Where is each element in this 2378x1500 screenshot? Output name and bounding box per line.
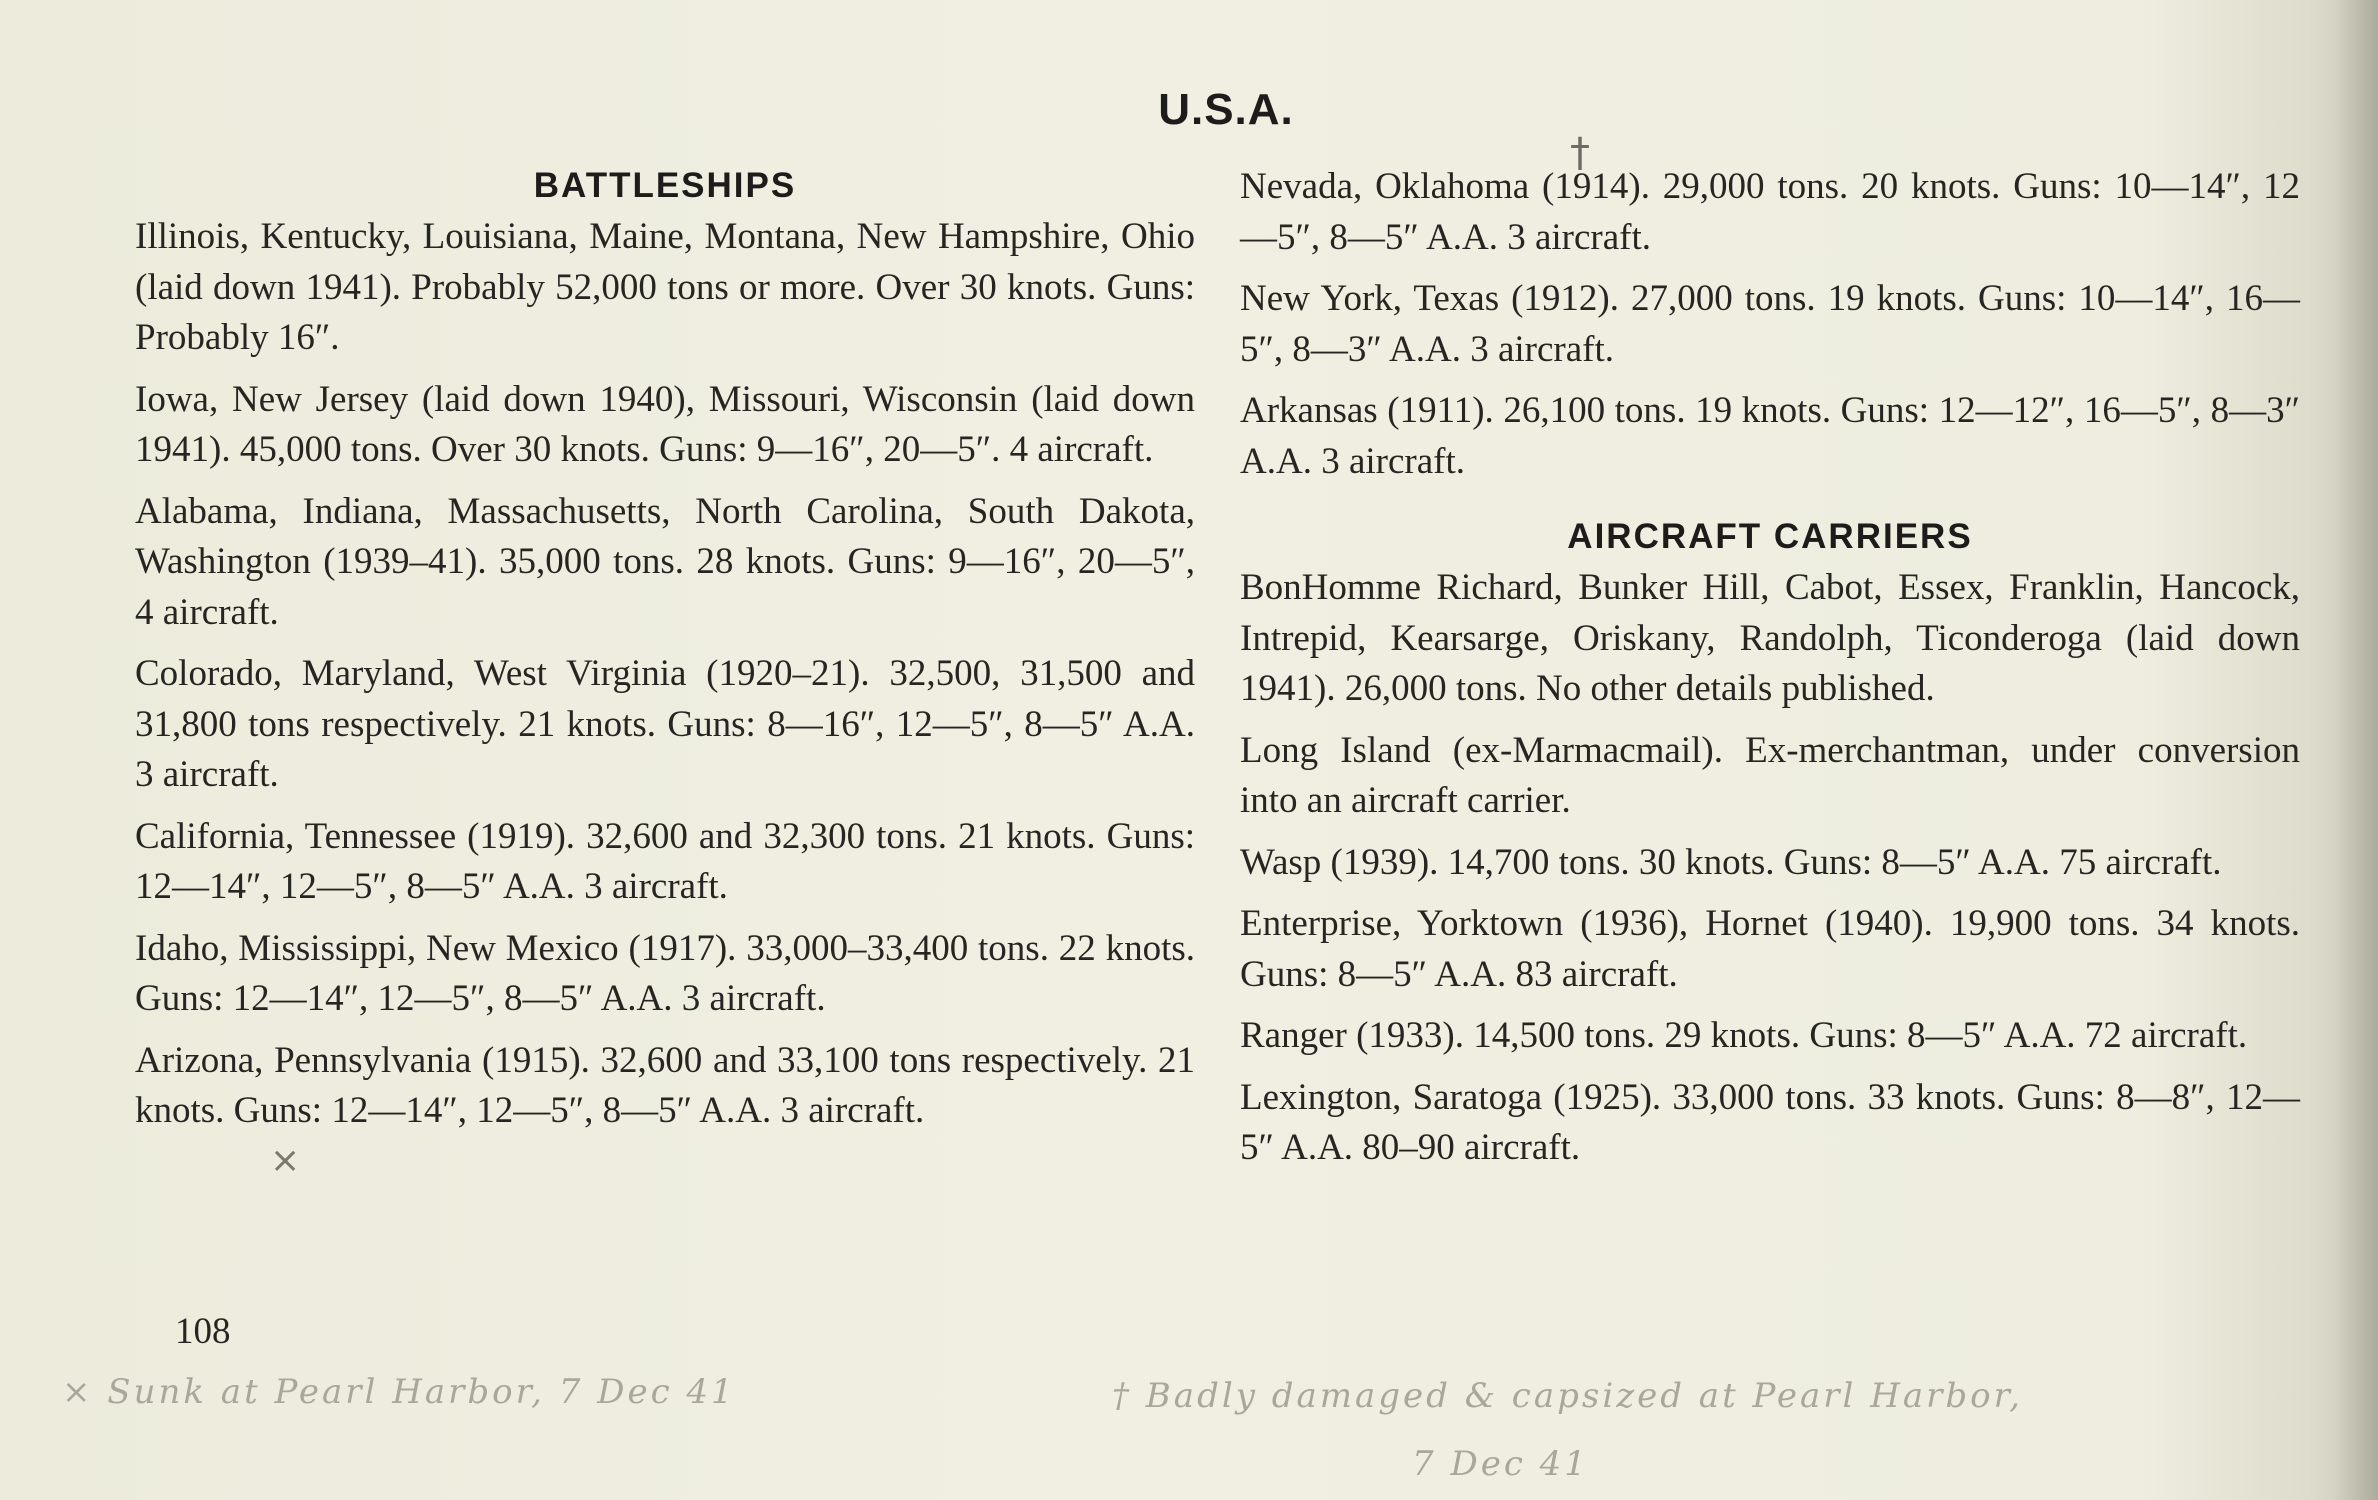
- section-heading-battleships: BATTLESHIPS: [533, 166, 797, 205]
- page-number: 108: [175, 1311, 231, 1352]
- dagger-mark-icon: †: [1570, 130, 1590, 176]
- left-column: [135, 160, 1195, 1148]
- handwritten-note-damaged: [1112, 1362, 2312, 1498]
- battleship-entry: Nevada, Oklahoma (1914). 29,000 tons. 20 knots. Guns: 10—14″, 12—5″, 8—5″ A.A. 3 aircraft.: [1240, 166, 2300, 258]
- battleship-entry: Alabama, Indiana, Massachusetts, North Carolina, South Dakota, Washington (1939–41). 35,000 tons. 28 knots. Guns: 9—16″, 20—5″, 4 aircraft.: [135, 490, 1195, 633]
- carrier-entry: Lexington, Saratoga (1925). 33,000 tons. 33 knots. Guns: 8—8″, 12—5″ A.A. 80–90 aircraft.: [1240, 1076, 2300, 1168]
- battleship-entry: Illinois, Kentucky, Louisiana, Maine, Montana, New Hampshire, Ohio (laid down 1941). Probably 52,000 tons or more. Over 30 knots. Guns: Probably 16″.: [135, 216, 1195, 358]
- carrier-entry: Ranger (1933). 14,500 tons. 29 knots. Guns: 8—5″ A.A. 72 aircraft.: [1240, 1015, 2248, 1056]
- handwritten-note-sunk: × Sunk at Pearl Harbor, 7 Dec 41: [62, 1372, 736, 1412]
- carrier-entry: Enterprise, Yorktown (1936), Hornet (1940). 19,900 tons. 34 knots. Guns: 8—5″ A.A. 83 aircraft.: [1240, 903, 2300, 995]
- battleship-entry: Iowa, New Jersey (laid down 1940), Missouri, Wisconsin (laid down 1941). 45,000 tons. Over 30 knots. Guns: 9—16″, 20—5″. 4 aircraft.: [135, 378, 1195, 470]
- battleship-entry: Arizona, Pennsylvania (1915). 32,600 and 33,100 tons respectively. 21 knots. Guns: 12—14″, 12—5″, 8—5″ A.A. 3 aircraft.: [135, 1039, 1195, 1131]
- battleship-entry: Arkansas (1911). 26,100 tons. 19 knots. Guns: 12—12″, 16—5″, 8—3″ A.A. 3 aircraft.: [1240, 390, 2300, 482]
- right-column: [1240, 160, 2300, 1185]
- battleship-entry: Idaho, Mississippi, New Mexico (1917). 33,000–33,400 tons. 22 knots. Guns: 12—14″, 12—5″, 8—5″ A.A. 3 aircraft.: [135, 927, 1195, 1019]
- battleship-entry: New York, Texas (1912). 27,000 tons. 19 knots. Guns: 10—14″, 16—5″, 8—3″ A.A. 3 aircraft.: [1240, 278, 2300, 370]
- page-title: U.S.A.: [1158, 85, 1294, 134]
- section-heading-aircraft-carriers: AIRCRAFT CARRIERS: [1567, 517, 1973, 556]
- carrier-entry: Long Island (ex-Marmacmail). Ex-merchantman, under conversion into an aircraft carrier.: [1240, 729, 2300, 821]
- handwritten-note-line: † Badly damaged & capsized at Pearl Harbor,: [1112, 1376, 2023, 1416]
- handwritten-note-line: 7 Dec 41: [1412, 1444, 1589, 1484]
- carrier-entry: BonHomme Richard, Bunker Hill, Cabot, Essex, Franklin, Hancock, Intrepid, Kearsarge, Oriskany, Randolph, Ticonderoga (laid down 1941). 26,000 tons. No other details published.: [1240, 567, 2300, 709]
- carrier-entry: Wasp (1939). 14,700 tons. 30 knots. Guns: 8—5″ A.A. 75 aircraft.: [1240, 841, 2222, 883]
- page-edge-shadow: [2333, 0, 2378, 1500]
- cross-mark-icon: ×: [270, 1140, 301, 1181]
- battleship-entry: California, Tennessee (1919). 32,600 and 32,300 tons. 21 knots. Guns: 12—14″, 12—5″, 8—5″ A.A. 3 aircraft.: [135, 815, 1195, 907]
- battleship-entry: Colorado, Maryland, West Virginia (1920–21). 32,500, 31,500 and 31,800 tons respectively. 21 knots. Guns: 8—16″, 12—5″, 8—5″ A.A. 3 aircraft.: [135, 653, 1195, 795]
